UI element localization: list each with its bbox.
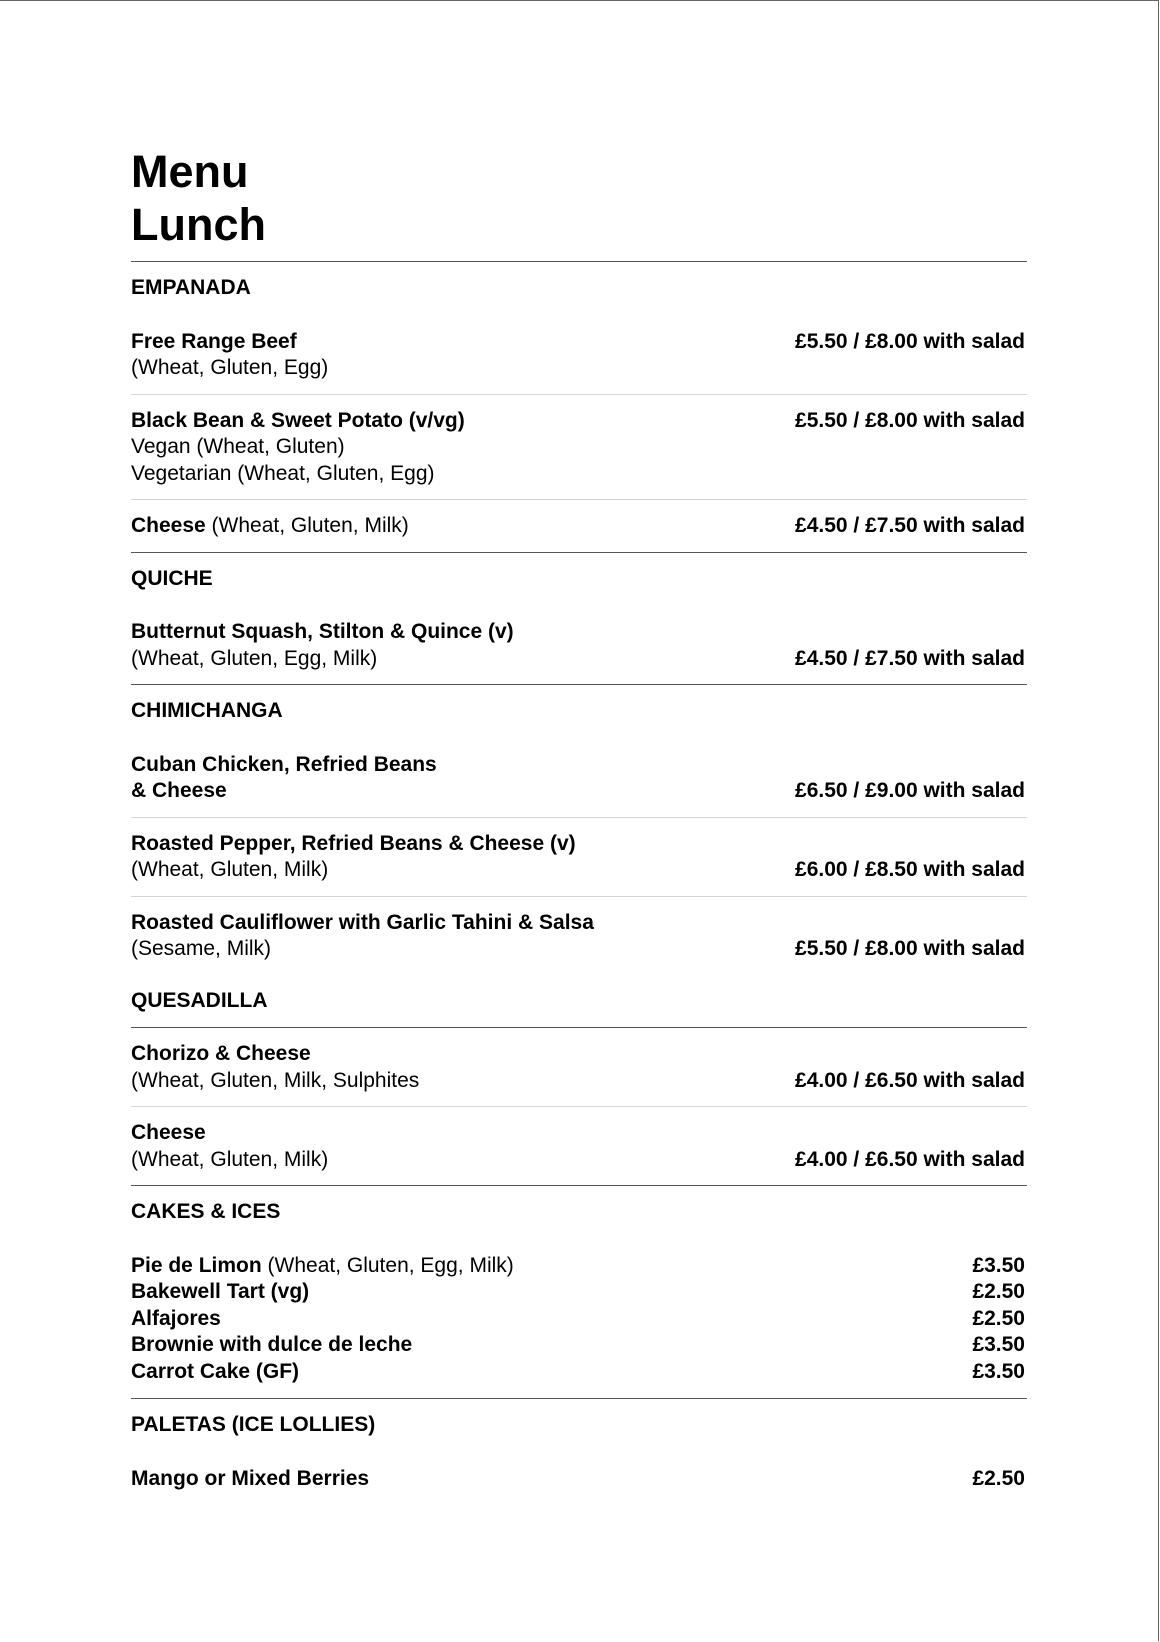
item-name: & Cheese <box>131 779 227 802</box>
section-heading-paletas: PALETAS (ICE LOLLIES) <box>131 1413 376 1436</box>
list-item <box>131 1332 1027 1359</box>
item-name: Free Range Beef <box>131 329 297 353</box>
item-name: Cheese <box>131 1121 206 1144</box>
item-price: £4.50 / £7.50 with salad <box>795 514 1025 537</box>
paletas-list <box>131 1466 1027 1506</box>
section-heading-empanada: EMPANADA <box>131 276 251 299</box>
item-price: £4.00 / £6.50 with salad <box>795 1068 1025 1092</box>
item-price: £5.50 / £8.00 with salad <box>795 937 1025 960</box>
item-details: (Sesame, Milk) <box>131 937 272 960</box>
item-name: Roasted Cauliflower with Garlic Tahini & Salsa <box>131 910 594 934</box>
item-name: Cuban Chicken, Refried Beans <box>131 752 437 776</box>
menu-item <box>131 897 1027 975</box>
item-details: (Wheat, Gluten, Egg, Milk) <box>131 646 378 670</box>
menu-page <box>131 146 1027 1505</box>
item-details: Vegetarian (Wheat, Gluten, Egg) <box>131 461 435 485</box>
menu-item <box>131 1028 1027 1106</box>
item-details: (Wheat, Gluten, Milk) <box>205 514 409 537</box>
menu-item <box>131 395 1027 500</box>
item-price: £3.50 <box>972 1253 1025 1277</box>
item-price: £4.00 / £6.50 with salad <box>795 1147 1025 1171</box>
item-name: Bakewell Tart (vg) <box>131 1280 310 1303</box>
item-price: £3.50 <box>972 1333 1025 1356</box>
item-name: Pie de Limon <box>131 1253 262 1277</box>
section-heading-chimichanga: CHIMICHANGA <box>131 699 283 722</box>
list-item <box>131 1306 1027 1333</box>
item-price: £2.50 <box>972 1306 1025 1330</box>
menu-item <box>131 818 1027 896</box>
cakes-list <box>131 1253 1027 1399</box>
item-price: £2.50 <box>972 1280 1025 1303</box>
item-name: Alfajores <box>131 1306 221 1330</box>
item-details: (Wheat, Gluten, Milk) <box>131 1147 329 1171</box>
item-price: £2.50 <box>972 1466 1025 1490</box>
item-name: Brownie with dulce de leche <box>131 1333 413 1356</box>
item-price: £6.00 / £8.50 with salad <box>795 858 1025 881</box>
item-name: Mango or Mixed Berries <box>131 1466 370 1490</box>
item-name: Roasted Pepper, Refried Beans & Cheese (v) <box>131 831 576 855</box>
list-item <box>131 1359 1027 1386</box>
item-price: £6.50 / £9.00 with salad <box>795 779 1025 802</box>
item-details: Vegan (Wheat, Gluten) <box>131 435 345 458</box>
menu-item <box>131 329 1027 394</box>
item-details: (Wheat, Gluten, Milk) <box>131 858 329 881</box>
list-item <box>131 1279 1027 1306</box>
item-details: (Wheat, Gluten, Milk, Sulphites <box>131 1068 420 1092</box>
item-name: Black Bean & Sweet Potato (v/vg) <box>131 408 465 432</box>
item-name: Carrot Cake (GF) <box>131 1359 300 1383</box>
page-subtitle: Lunch <box>131 199 266 250</box>
section-heading-cakes: CAKES & ICES <box>131 1200 281 1223</box>
list-item <box>131 1466 1027 1493</box>
list-item <box>131 1253 1027 1280</box>
menu-item <box>131 1107 1027 1185</box>
item-name: Cheese <box>131 514 206 537</box>
item-details: (Wheat, Gluten, Egg, Milk) <box>261 1253 514 1277</box>
item-price: £3.50 <box>972 1359 1025 1383</box>
menu-item <box>131 500 1027 552</box>
item-price: £5.50 / £8.00 with salad <box>795 408 1025 432</box>
item-price: £4.50 / £7.50 with salad <box>795 646 1025 670</box>
page-title: Menu <box>131 146 249 197</box>
menu-item <box>131 752 1027 817</box>
item-details: (Wheat, Gluten, Egg) <box>131 356 329 379</box>
item-name: Chorizo & Cheese <box>131 1042 311 1065</box>
menu-item <box>131 619 1027 684</box>
section-heading-quesadilla: QUESADILLA <box>131 988 268 1012</box>
item-price: £5.50 / £8.00 with salad <box>795 329 1025 353</box>
section-heading-quiche: QUICHE <box>131 566 213 590</box>
item-name: Butternut Squash, Stilton & Quince (v) <box>131 620 514 643</box>
